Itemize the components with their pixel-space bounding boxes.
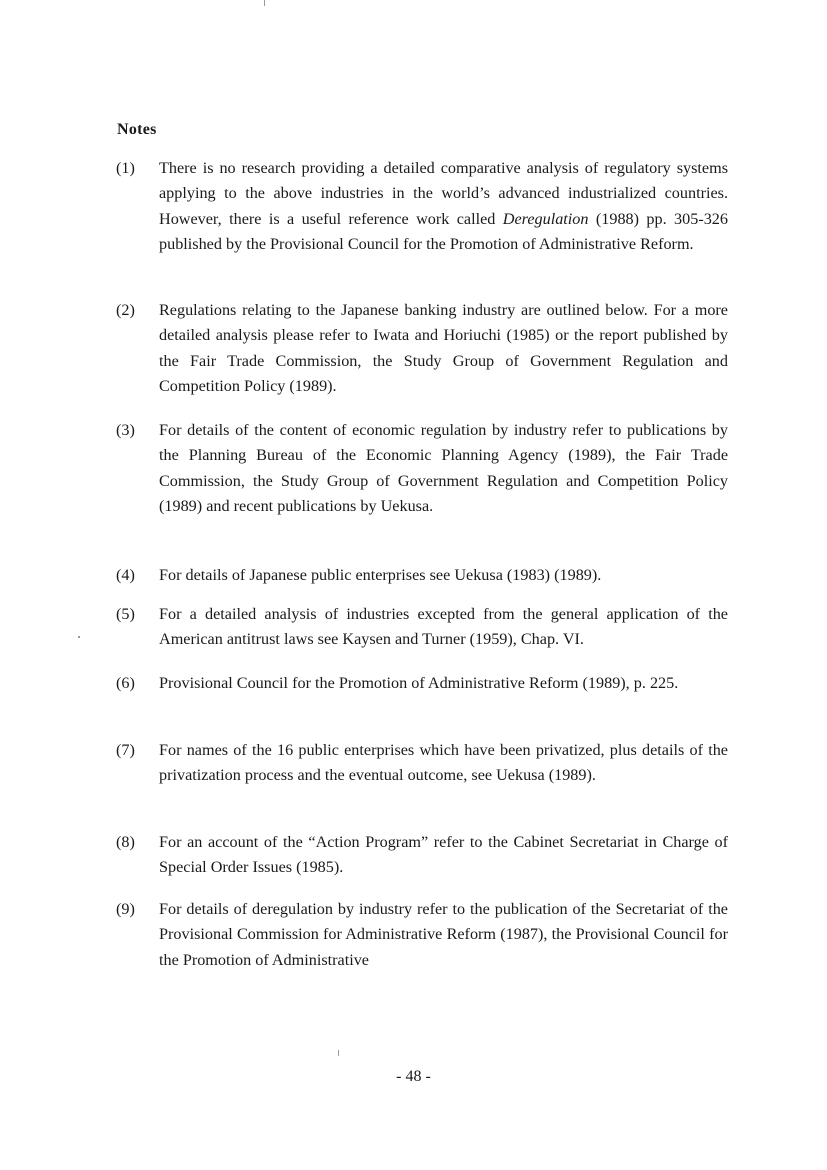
note-8: [116, 830, 728, 881]
note-number: (5): [116, 605, 135, 623]
note-number: (1): [116, 159, 135, 177]
note-text: Regulations relating to the Japanese banking industry are outlined below. For a more detailed analysis please refer to Iwata and Horiuchi (1985) or the report published by the Fair Trade Commission, the Study Group of Government Regulation and Competition Policy (1989).: [159, 301, 728, 395]
note-number: (6): [116, 674, 135, 692]
note-text: For details of Japanese public enterprises see Uekusa (1983) (1989).: [159, 566, 602, 584]
scan-speck: [338, 1050, 339, 1056]
book-title: Deregulation: [502, 209, 589, 228]
note-4: [116, 563, 728, 588]
note-text: For names of the 16 public enterprises which have been privatized, plus details of the privatization process and the eventual outcome, see Uekusa (1989).: [159, 741, 728, 785]
scan-speck: [264, 0, 265, 6]
note-1: [116, 156, 728, 257]
notes-heading: Notes: [117, 121, 157, 138]
note-text: For details of deregulation by industry refer to the publication of the Secretariat of the Provisional Commission for Administrative Reform (1987), the Provisional Council for the Promotion of Administrative: [159, 900, 728, 969]
note-number: (9): [116, 900, 135, 918]
note-9: [116, 897, 728, 973]
note-number: (3): [116, 421, 135, 439]
page-number: - 48 -: [396, 1068, 431, 1085]
note-text: For a detailed analysis of industries excepted from the general application of the American antitrust laws see Kaysen and Turner (1959), Chap. VI.: [159, 605, 728, 649]
note-5: [116, 602, 728, 653]
note-number: (7): [116, 741, 135, 759]
note-text: For an account of the “Action Program” refer to the Cabinet Secretariat in Charge of Special Order Issues (1985).: [159, 833, 728, 877]
note-number: (4): [116, 566, 135, 584]
note-number: (8): [116, 833, 135, 851]
note-6: [116, 671, 728, 696]
note-text: Provisional Council for the Promotion of Administrative Reform (1989), p. 225.: [159, 674, 679, 692]
note-text: There is no research providing a detailed comparative analysis of regulatory systems applying to the above industries in the world’s advanced industrialized countries. However, there is a useful reference work called Deregulation (1988) pp. 305-326 published by the Provisional Council for the Promotion of Administrative Reform.: [159, 159, 728, 253]
note-number: (2): [116, 301, 135, 319]
note-7: [116, 738, 728, 789]
note-3: [116, 418, 728, 519]
scan-speck: [78, 636, 80, 638]
note-2: [116, 298, 728, 399]
note-text: For details of the content of economic regulation by industry refer to publications by the Planning Bureau of the Economic Planning Agency (1989), the Fair Trade Commission, the Study Group of Government Regulation and Competition Policy (1989) and recent publications by Uekusa.: [159, 421, 728, 515]
